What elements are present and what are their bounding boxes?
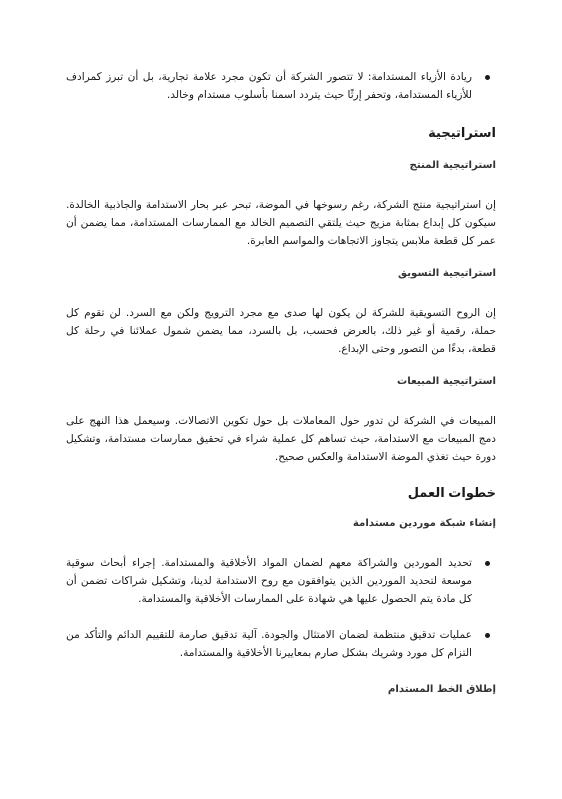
subheading-marketing-strategy: استراتيجية التسويق: [398, 268, 496, 279]
bullet-icon: [485, 561, 490, 566]
paragraph-marketing-strategy: إن الروح التسويقية للشركة لن يكون لها صدى مع مجرد الترويج ولكن مع السرد. لن تقوم كل حملة، رقمية أو غير ذلك، بالعرض فحسب، بل بالسرد، مما يضمن شمول عملائنا في رحلة كل قطعة، بدءًا من التصور وحتى الإبداع.: [66, 307, 496, 355]
subheading-sustainable-line-launch: إطلاق الخط المستدام: [387, 684, 496, 695]
list-item: [66, 554, 496, 608]
list-item: [66, 626, 496, 662]
subheading-sales-strategy: استراتيجية المبيعات: [397, 376, 496, 387]
bullet-icon: [485, 633, 490, 638]
list-item-text: ريادة الأزياء المستدامة: لا تتصور الشركة أن تكون مجرد علامة تجارية، بل أن تبرز كمرادف للأزياء المستدامة، وتحفر إرثًا حيث يتردد اسمنا بأسلوب مستدام وخالد.: [66, 71, 472, 101]
section-heading-strategy: استراتيجية: [428, 125, 496, 140]
section-heading-work-steps: خطوات العمل: [407, 485, 496, 500]
paragraph-sales-strategy: المبيعات في الشركة لن تدور حول المعاملات بل حول تكوين الاتصالات. وسيعمل هذا النهج على دمج المبيعات مع الاستدامة، حيث تساهم كل عملية شراء في تحقيق ممارسات مستدامة، وتشكيل دورة حيث تغذي الموضة الاستدامة والعكس صحيح.: [66, 415, 496, 463]
list-item-text: عمليات تدقيق منتظمة لضمان الامتثال والجودة. آلية تدقيق صارمة للتقييم الدائم والتأكد من التزام كل مورد وشريك بشكل صارم بمعاييرنا الأخلاقية والمستدامة.: [66, 629, 472, 659]
list-item: [66, 68, 496, 104]
list-item-text: تحديد الموردين والشراكة معهم لضمان المواد الأخلاقية والمستدامة. إجراء أبحاث سوقية موسعة لتحديد الموردين الذين يتوافقون مع روح الاستدامة لدينا، وتشكيل شراكات تضمن أن كل مادة يتم الحصول عليها هي شهادة على الممارسات الأخلاقية والمستدامة.: [66, 557, 472, 605]
paragraph-product-strategy: إن استراتيجية منتج الشركة، رغم رسوخها في الموضة، تبحر عبر بحار الاستدامة والجاذبية الخالدة. سيكون كل إبداع بمثابة مزيج حيث يلتقي التصميم الخالد مع الممارسات المستدامة، مما يضمن أن عمر كل قطعة ملابس يتجاوز الاتجاهات والمواسم العابرة.: [66, 199, 496, 247]
subheading-product-strategy: استراتيجية المنتج: [409, 160, 496, 171]
subheading-supplier-network: إنشاء شبكة موردين مستدامة: [352, 518, 496, 529]
bullet-icon: [485, 75, 490, 80]
